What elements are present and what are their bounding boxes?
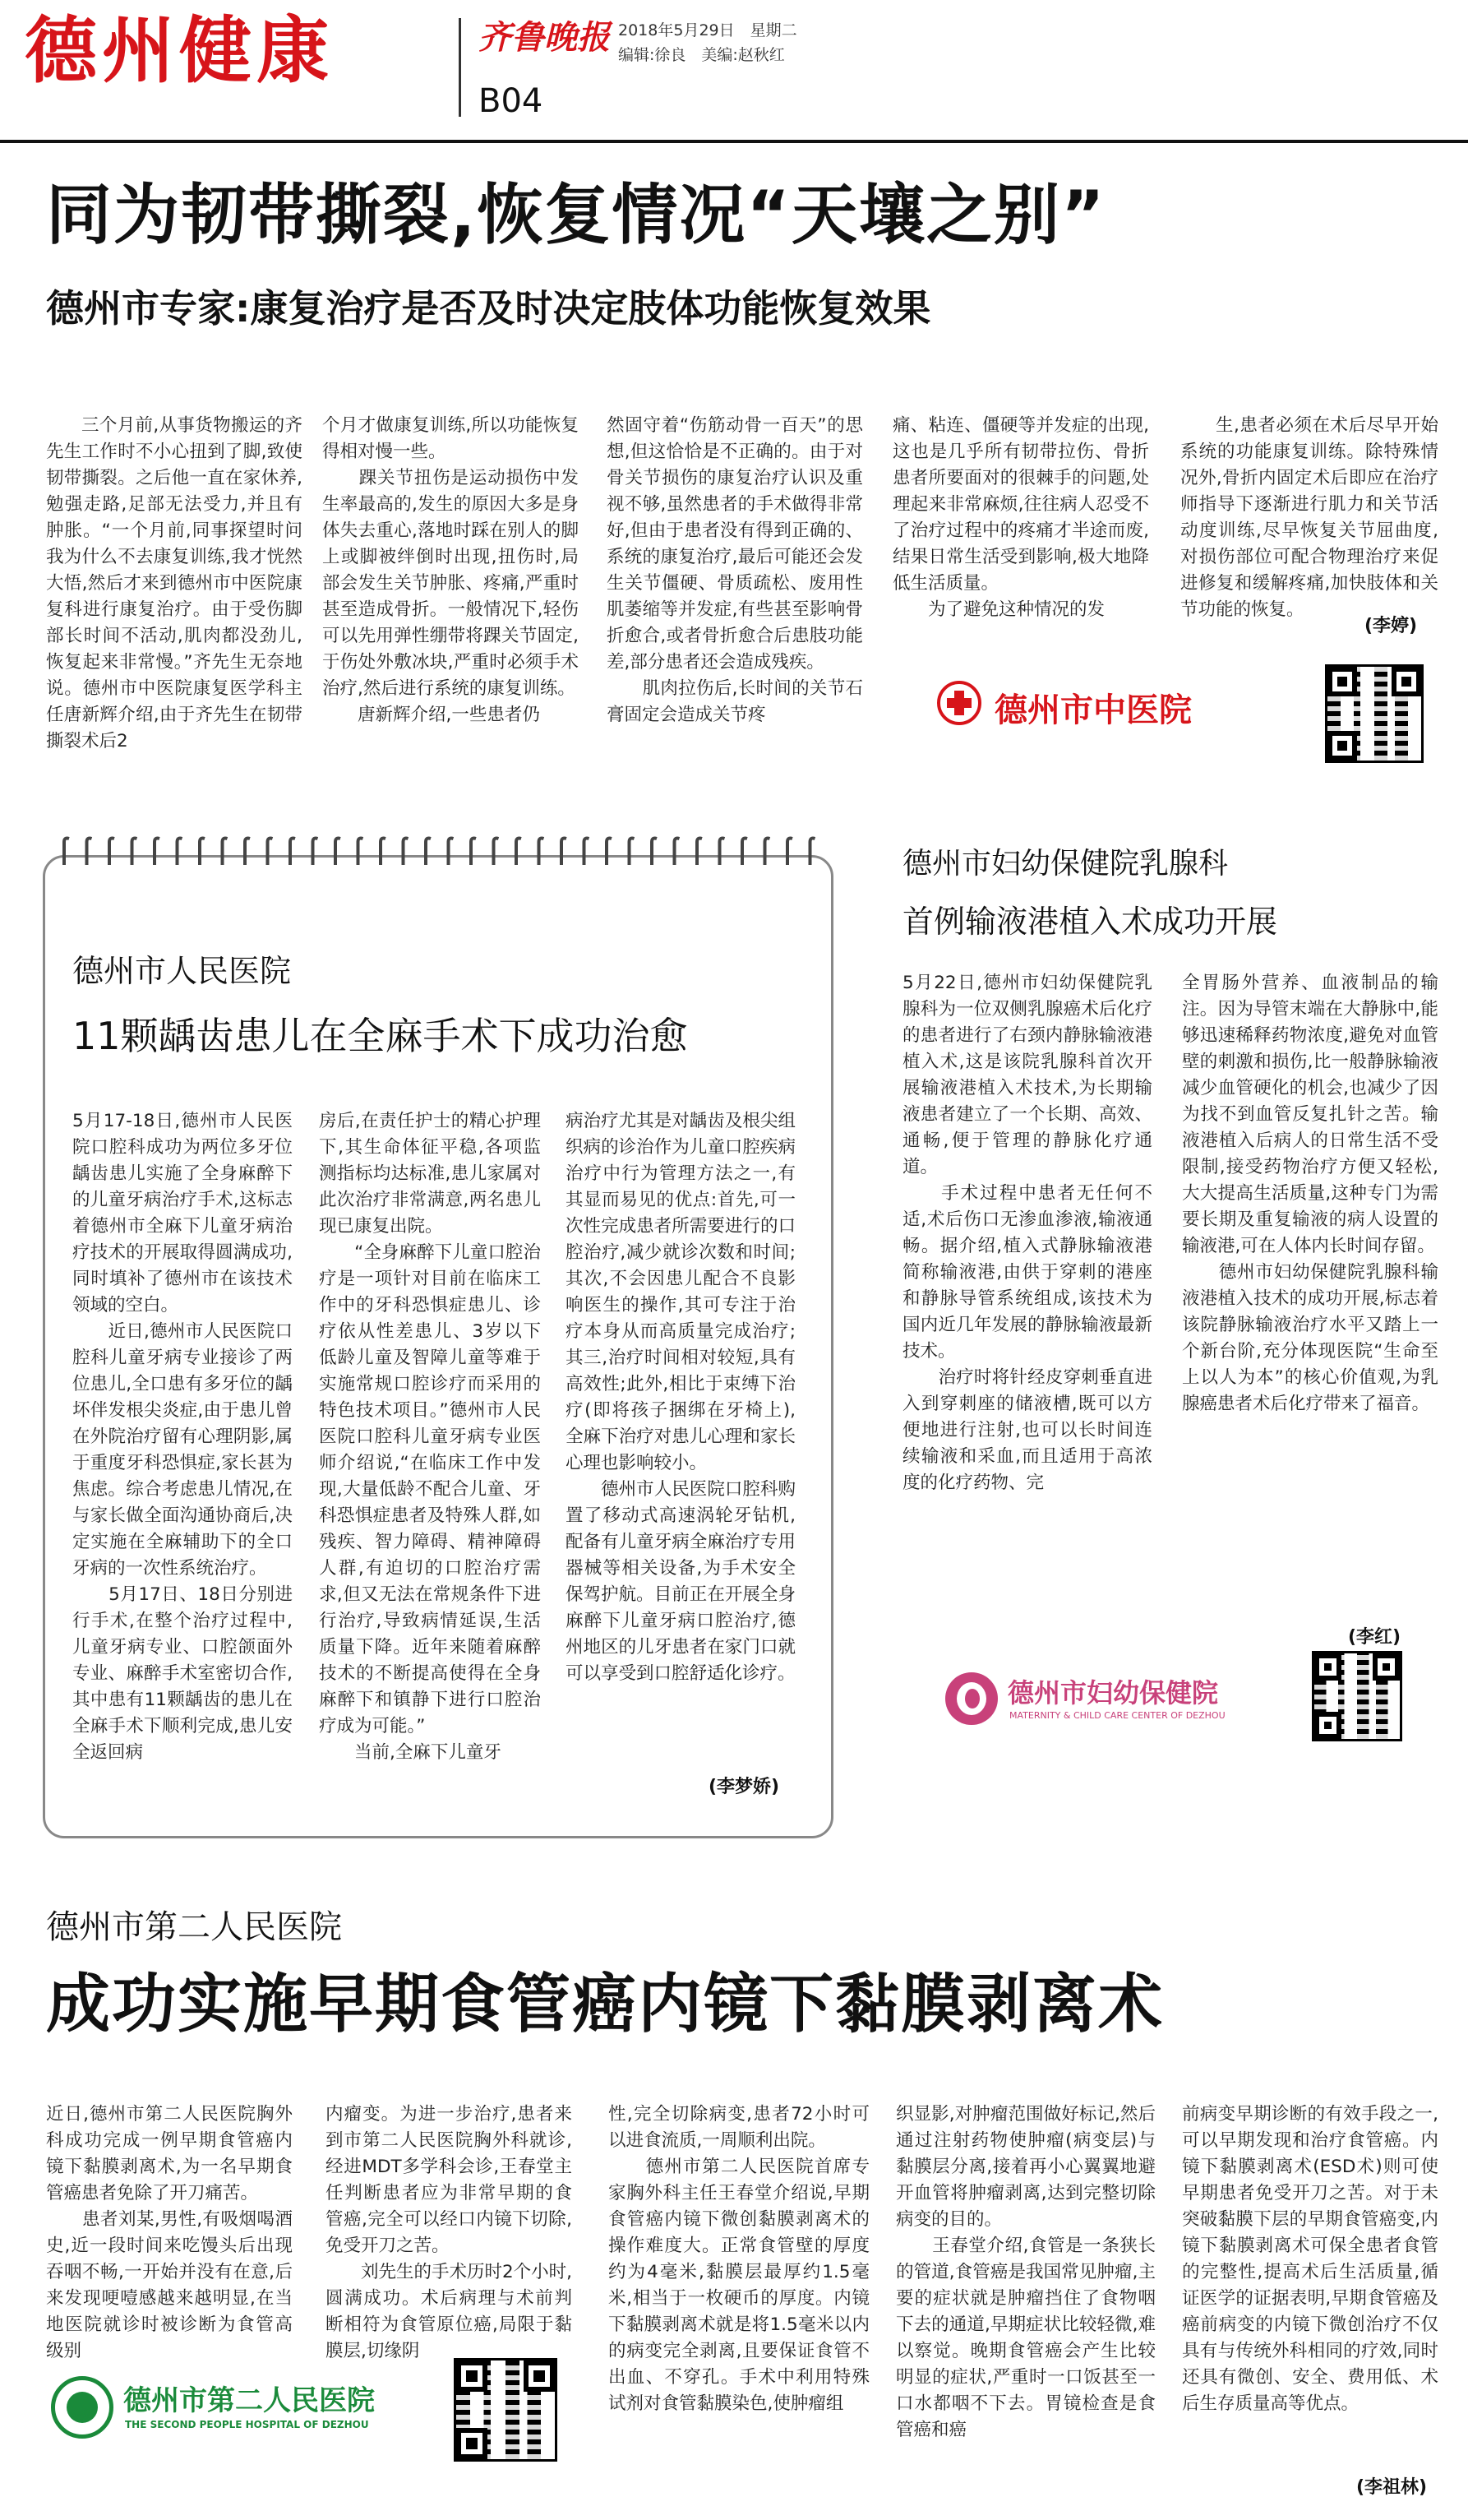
spiral-ring bbox=[223, 839, 228, 866]
spiral-ring bbox=[765, 839, 770, 866]
page-number: B04 bbox=[478, 82, 543, 120]
spiral-ring bbox=[584, 839, 589, 866]
article4-col-4: 织显影,对肿瘤范围做好标记,然后通过注射药物使肿瘤(病变层)与黏膜层分离,接着再小心翼翼地避开血管将肿瘤剥离,达到完整切除病变的目的。 王春堂介绍,食管是一条狭长的管道,食管癌是我国常见肿瘤,主要的症状就是肿瘤挡住了食物咽下去的通道,早期症状比较轻微,难以察觉。晚期食管癌会产生比较明显的症状,严重时一口饭甚至一口水都咽不下去。胃镜检查是食管癌和癌 bbox=[896, 2104, 1156, 2440]
spiral-ring bbox=[132, 839, 137, 866]
article1-byline: (李婷) bbox=[1364, 616, 1418, 636]
article1-subhead: 德州市专家:康复治疗是否及时决定肢体功能恢复效果 bbox=[46, 286, 931, 331]
article3-byline: (李红) bbox=[1348, 1627, 1401, 1648]
spiral-ring bbox=[87, 839, 92, 866]
qr-code bbox=[454, 2358, 557, 2462]
masthead-rule bbox=[0, 140, 1468, 143]
article1-col-4: 痛、粘连、僵硬等并发症的出现,这也是几乎所有韧带拉伤、骨折患者所要面对的很棘手的问题,处理起来非常麻烦,往往病人忍受不了治疗过程中的疼痛才半途而废,结果日常生活受到影响,极大地降低生活质量。 为了避免这种情况的发 bbox=[893, 415, 1149, 620]
spiral-ring bbox=[742, 839, 747, 866]
newspaper-brand: 齐鲁晚报 bbox=[478, 18, 610, 57]
masthead-info bbox=[618, 18, 797, 67]
spiral-ring bbox=[290, 839, 295, 866]
article3-col-2: 全胃肠外营养、血液制品的输注。因为导管末端在大静脉中,能够迅速稀释药物浓度,避免对血管壁的刺激和损伤,比一般静脉输液减少血管硬化的机会,也减少了因为找不到血管反复扎针之苦。输液港植入后病人的日常生活不受限制,接受药物治疗方便又轻松,大大提高生活质量,这种专门为需要长期及重复输液的病人设置的输液港,可在人体内长时间存留。 德州市妇幼保健院乳腺科输液港植入技术的成功开展,标志着该院静脉输液治疗水平又踏上一个新台阶,充分体现医院“生命至上以人为本”的核心价值观,为乳腺癌患者术后化疗带来了福音。 bbox=[1182, 973, 1438, 1414]
spiral-ring bbox=[697, 839, 702, 866]
spiral-ring bbox=[494, 839, 499, 866]
spiral-ring bbox=[720, 839, 725, 866]
spiral-ring bbox=[561, 839, 566, 866]
article2-col-2: 房后,在责任护士的精心护理下,其生命体征平稳,各项监测指标均达标准,患儿家属对此次治疗非常满意,两名患儿现已康复出院。 “全身麻醉下儿童口腔治疗是一项针对目前在临床工作中的牙科恐惧症患儿、诊疗依从性差患儿、3岁以下低龄儿童及智障儿童等难于实施常规口腔诊疗而采用的特色技术项目。”德州市人民医院口腔科儿童牙病专业医师介绍说,“在临床工作中发现,大量低龄不配合儿童、牙科恐惧症患者及特殊人群,如残疾、智力障碍、精神障碍人群,有迫切的口腔治疗需求,但又无法在常规条件下进行治疗,导致病情延误,生活质量下降。近年来随着麻醉技术的不断提高使得在全身麻醉下和镇静下进行口腔治疗成为可能。” 当前,全麻下儿童牙 bbox=[319, 1111, 541, 1763]
spiral-ring bbox=[675, 839, 680, 866]
article3-headline-line2: 首例输液港植入术成功开展 bbox=[902, 904, 1278, 940]
spiral-ring bbox=[268, 839, 273, 866]
article1-headline: 同为韧带撕裂,恢复情况“天壤之别” bbox=[46, 177, 1106, 253]
spiral-ring bbox=[381, 839, 385, 866]
article2-org: 德州市人民医院 bbox=[72, 953, 292, 989]
spiral-ring bbox=[404, 839, 409, 866]
article1-col-5: 生,患者必须在术后尽早开始系统的功能康复训练。除特殊情况外,骨折内固定术后即应在治疗师指导下逐渐进行肌力和关节活动度训练,尽早恢复关节屈曲度,对损伤部位可配合物理治疗来促进修复和缓解疼痛,加快肢体和关节功能的恢复。 bbox=[1180, 415, 1438, 620]
spiral-ring bbox=[607, 839, 612, 866]
hospital-logo-text: 德州市中医院 bbox=[995, 691, 1192, 729]
editors-line: 编辑:徐良 美编:赵秋红 bbox=[618, 46, 785, 64]
article1-col-3: 然固守着“伤筋动骨一百天”的思想,但这恰恰是不正确的。由于对骨关节损伤的康复治疗认识及重视不够,虽然患者的手术做得非常好,但由于患者没有得到正确的、系统的康复治疗,最后可能还会发生关节僵硬、骨质疏松、废用性肌萎缩等并发症,有些甚至影响骨折愈合,或者骨折愈合后患肢功能差,部分患者还会造成残疾。 肌肉拉伤后,长时间的关节石膏固定会造成关节疼 bbox=[607, 415, 863, 725]
article1-col-2: 个月才做康复训练,所以功能恢复得相对慢一些。 踝关节扭伤是运动损伤中发生率最高的,发生的原因大多是身体失去重心,落地时踩在别人的脚上或脚被绊倒时出现,扭伤时,局部会发生关节肿胀、疼痛,严重时甚至造成骨折。一般情况下,轻伤可以先用弹性绷带将踝关节固定,于伤处外敷冰块,严重时必须手术治疗,然后进行系统的康复训练。 唐新辉介绍,一些患者仍 bbox=[322, 415, 579, 725]
spiral-ring bbox=[810, 839, 815, 866]
hospital-logo-text: 德州市第二人民医院 bbox=[123, 2384, 375, 2417]
spiral-binding bbox=[56, 835, 820, 868]
spiral-ring bbox=[155, 839, 159, 866]
qr-code bbox=[1312, 1651, 1402, 1741]
article4-headline: 成功实施早期食管癌内镜下黏膜剥离术 bbox=[46, 1967, 1165, 2041]
spiral-ring bbox=[109, 839, 114, 866]
article4-col-5: 前病变早期诊断的有效手段之一,可以早期发现和治疗食管癌。内镜下黏膜剥离术(ESD术)则可使早期患者免受开刀之苦。对于未突破黏膜下层的早期食管癌变,内镜下黏膜剥离术可保全患者食管的完整性,提高术后生活质量,循证医学的证据表明,早期食管癌及癌前病变的内镜下微创治疗不仅具有与传统外科相同的疗效,同时还具有微创、安全、费用低、术后生存质量高等优点。 bbox=[1182, 2104, 1438, 2414]
mch-logo-icon bbox=[945, 1672, 998, 1725]
article4-col-1: 近日,德州市第二人民医院胸外科成功完成一例早期食管癌内镜下黏膜剥离术,为一名早期食管癌患者免除了开刀痛苦。 患者刘某,男性,有吸烟喝酒史,近一段时间来吃馒头后出现吞咽不畅,一开始并没有在意,后来发现哽噎感越来越明显,在当地医院就诊时被诊断为食管高级别 bbox=[46, 2104, 293, 2361]
hospital-logo-icon bbox=[51, 2376, 113, 2439]
spiral-ring bbox=[449, 839, 454, 866]
spiral-ring bbox=[787, 839, 792, 866]
article1-col-1: 三个月前,从事货物搬运的齐先生工作时不小心扭到了脚,致使韧带撕裂。之后他一直在家休养,勉强走路,足部无法受力,并且有肿胀。“一个月前,同事探望时问我为什么不去康复训练,我才恍然大悟,然后才来到德州市中医院康复科进行康复治疗。由于受伤脚部长时间不活动,肌肉都没劲儿,恢复起来非常慢。”齐先生无奈地说。德州市中医院康复医学科主任唐新辉介绍,由于齐先生在韧带撕裂术后2 bbox=[46, 415, 302, 751]
article2-col-3: 病治疗尤其是对龋齿及根尖组织病的诊治作为儿童口腔疾病治疗中行为管理方法之一,有其显而易见的优点:首先,可一次性完成患者所需要进行的口腔治疗,减少就诊次数和时间;其次,不会因患儿配合不良影响医生的操作,其可专注于治疗本身从而高质量完成治疗;其三,治疗时间相对较短,具有高效性;此外,相比于束缚下治疗(即将孩子捆绑在牙椅上),全麻下治疗对患儿心理和家长心理也影响较小。 德州市人民医院口腔科购置了移动式高速涡轮牙钻机,配备有儿童牙病全麻治疗专用器械等相关设备,为手术安全保驾护航。目前正在开展全身麻醉下儿童牙病口腔治疗,德州地区的儿牙患者在家门口就可以享受到口腔舒适化诊疗。 bbox=[566, 1111, 796, 1684]
article4-col-3: 性,完全切除病变,患者72小时可以进食流质,一周顺利出院。 德州市第二人民医院首席专家胸外科主任王春堂介绍说,早期食管癌内镜下微创黏膜剥离术的操作难度大。正常食管壁的厚度约为4毫米,黏膜层最厚约1.5毫米,相当于一枚硬币的厚度。内镜下黏膜剥离术就是将1.5毫米以内的病变完全剥离,且要保证食管不出血、不穿孔。手术中利用特殊试剂对食管黏膜染色,使肿瘤组 bbox=[608, 2104, 870, 2414]
red-cross-icon bbox=[937, 681, 981, 725]
hospital-logo-english: THE SECOND PEOPLE HOSPITAL OF DEZHOU bbox=[125, 2419, 369, 2430]
spiral-ring bbox=[64, 839, 69, 866]
spiral-ring bbox=[516, 839, 521, 866]
article2-col-1: 5月17-18日,德州市人民医院口腔科成功为两位多牙位龋齿患儿实施了全身麻醉下的儿童牙病治疗手术,这标志着德州市全麻下儿童牙病治疗技术的开展取得圆满成功,同时填补了德州市在该技术领域的空白。 近日,德州市人民医院口腔科儿童牙病专业接诊了两位患儿,全口患有多牙位的龋坏伴发根尖炎症,由于患儿曾在外院治疗留有心理阴影,属于重度牙科恐惧症,家长甚为焦虑。综合考虑患儿情况,在与家长做全面沟通协商后,决定实施在全麻辅助下的全口牙病的一次性系统治疗。 5月17日、18日分别进行手术,在整个治疗过程中,儿童牙病专业、口腔颌面外专业、麻醉手术室密切合作,其中患有11颗龋齿的患儿在全麻手术下顺利完成,患儿安全返回病 bbox=[72, 1111, 293, 1763]
spiral-ring bbox=[426, 839, 431, 866]
spiral-ring bbox=[539, 839, 544, 866]
article3-col-1: 5月22日,德州市妇幼保健院乳腺科为一位双侧乳腺癌术后化疗的患者进行了右颈内静脉输液港植入术,这是该院乳腺科首次开展输液港植入术技术,为长期输液患者建立了一个长期、高效、通畅,便于管理的静脉化疗通道。 手术过程中患者无任何不适,术后伤口无渗血渗液,输液通畅。据介绍,植入式静脉输液港简称输液港,由供于穿刺的港座和静脉导管系统组成,该技术为国内近几年发展的静脉输液最新技术。 治疗时将针经皮穿刺垂直进入到穿刺座的储液槽,既可以方便地进行注射,也可以长时间连续输液和采血,而且适用于高浓度的化疗药物、完 bbox=[902, 973, 1152, 1493]
masthead-divider bbox=[459, 18, 461, 117]
spiral-ring bbox=[200, 839, 205, 866]
article2-byline: (李梦娇) bbox=[709, 1777, 780, 1797]
mch-logo-text: 德州市妇幼保健院 bbox=[1008, 1677, 1219, 1709]
spiral-ring bbox=[471, 839, 476, 866]
section-title: 德州健康 bbox=[25, 8, 335, 93]
mch-logo-english: MATERNITY & CHILD CARE CENTER OF DEZHOU bbox=[1009, 1710, 1226, 1721]
article4-byline: (李祖林) bbox=[1356, 2477, 1428, 2498]
article3-headline-line1: 德州市妇幼保健院乳腺科 bbox=[902, 847, 1229, 881]
spiral-ring bbox=[630, 839, 635, 866]
spiral-ring bbox=[652, 839, 657, 866]
spiral-ring bbox=[313, 839, 318, 866]
qr-code bbox=[1325, 664, 1424, 763]
spiral-ring bbox=[335, 839, 340, 866]
spiral-ring bbox=[358, 839, 363, 866]
article4-org: 德州市第二人民医院 bbox=[46, 1908, 342, 1946]
article4-col-2: 内瘤变。为进一步治疗,患者来到市第二人民医院胸外科就诊,经进MDT多学科会诊,王春堂主任判断患者应为非常早期的食管癌,完全可以经口内镜下切除,免受开刀之苦。 刘先生的手术历时2个小时,圆满成功。术后病理与术前判断相符为食管原位癌,局限于黏膜层,切缘阴 bbox=[325, 2104, 573, 2361]
issue-date: 2018年5月29日 星期二 bbox=[618, 21, 797, 39]
spiral-ring bbox=[245, 839, 250, 866]
spiral-ring bbox=[178, 839, 182, 866]
article2-headline: 11颗龋齿患儿在全麻手术下成功治愈 bbox=[72, 1014, 688, 1058]
